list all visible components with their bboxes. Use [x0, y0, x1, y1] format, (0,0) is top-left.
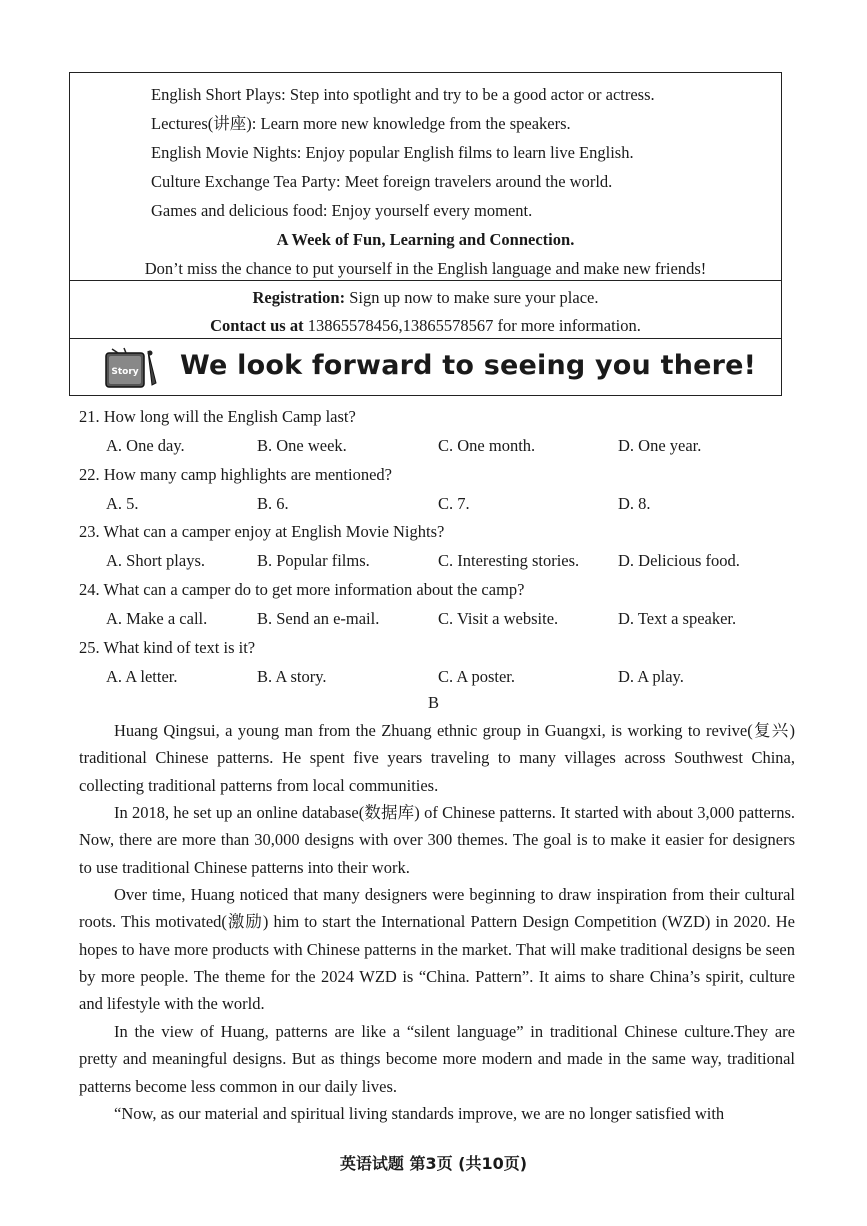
option: D. Text a speaker.: [618, 609, 737, 628]
option: D. Delicious food.: [618, 551, 740, 570]
contact-line: [70, 316, 781, 336]
passage-paragraph-5: “Now, as our material and spiritual living standards improve, we are no longer satisfied with: [114, 1104, 725, 1123]
story-icon-label: Story: [111, 367, 139, 377]
option: D. 8.: [618, 494, 651, 513]
poster-invite: Don’t miss the chance to put yourself in the English language and make new friends!: [144, 259, 707, 278]
option: D. One year.: [618, 436, 702, 455]
option: B. 6.: [257, 494, 289, 513]
poster-divider: [70, 338, 781, 339]
registration-line: [70, 288, 781, 308]
option: A. 5.: [106, 494, 139, 513]
contact-label: Contact us at: [210, 316, 304, 335]
question-23: 23. What can a camper enjoy at English Movie Nights?: [79, 522, 445, 541]
option: C. Visit a website.: [438, 609, 559, 628]
passage-paragraph-3: Over time, Huang noticed that many designers were beginning to draw inspiration from their cultural roots. This motivated(激励) him to start the International Pattern Design Competition (WZD) in 2020. He hopes to have more products with Chinese patterns in the market. That will make traditional designs be seen by more people. The theme for the 2024 WZD is “China. Pattern”. It aims to share China’s spirit, culture and lifestyle with the world.: [79, 885, 795, 1014]
option: C. Interesting stories.: [438, 551, 580, 570]
story-book-icon: [104, 347, 160, 391]
registration-label: Registration:: [252, 288, 346, 307]
poster-divider: [70, 280, 781, 281]
passage-paragraph-2: In 2018, he set up an online database(数据库) of Chinese patterns. It started with about 3,000 patterns. Now, there are more than 30,000 designs with over 300 themes. The goal is to make it easier for designers to use traditional Chinese patterns into their work.: [79, 803, 795, 877]
highlight-lectures: Lectures(讲座): Learn more new knowledge from the speakers.: [151, 114, 571, 133]
highlight-short-plays: English Short Plays: Step into spotlight and try to be a good actor or actress.: [151, 85, 655, 104]
option: B. Popular films.: [257, 551, 370, 570]
highlight-tea-party: Culture Exchange Tea Party: Meet foreign travelers around the world.: [151, 172, 613, 191]
option: B. One week.: [257, 436, 347, 455]
option: C. A poster.: [438, 667, 516, 686]
highlight-movie-nights: English Movie Nights: Enjoy popular English films to learn live English.: [151, 143, 634, 162]
question-21: 21. How long will the English Camp last?: [79, 407, 356, 426]
option: C. 7.: [438, 494, 470, 513]
option: A. Short plays.: [106, 551, 205, 570]
question-22: 22. How many camp highlights are mentioned?: [79, 465, 392, 484]
question-25: 25. What kind of text is it?: [79, 638, 256, 657]
passage-paragraph-4: In the view of Huang, patterns are like a “silent language” in traditional Chinese culture.They are pretty and meaningful designs. But as things become more modern and made in the same way, traditional patterns become less common in our daily lives.: [79, 1022, 795, 1096]
banner-title: We look forward to seeing you there!: [180, 350, 757, 381]
option: D. A play.: [618, 667, 684, 686]
option: A. One day.: [106, 436, 185, 455]
option: B. A story.: [257, 667, 327, 686]
section-label: B: [427, 693, 439, 712]
option: A. A letter.: [106, 667, 178, 686]
camp-poster: [69, 72, 782, 396]
page-footer: 英语试题 第3页 (共10页): [339, 1154, 528, 1173]
option: A. Make a call.: [106, 609, 208, 628]
highlight-games-food: Games and delicious food: Enjoy yourself every moment.: [151, 201, 533, 220]
question-24: 24. What can a camper do to get more information about the camp?: [79, 580, 525, 599]
option: C. One month.: [438, 436, 536, 455]
registration-text: Sign up now to make sure your place.: [345, 288, 599, 307]
option: B. Send an e-mail.: [257, 609, 380, 628]
poster-tagline: A Week of Fun, Learning and Connection.: [276, 230, 575, 249]
contact-text: 13865578456,13865578567 for more information.: [303, 316, 641, 335]
passage-paragraph-1: Huang Qingsui, a young man from the Zhuang ethnic group in Guangxi, is working to revive(复兴) traditional Chinese patterns. He spent five years traveling to many villages across Southwest China, collecting traditional patterns from local communities.: [79, 721, 795, 795]
